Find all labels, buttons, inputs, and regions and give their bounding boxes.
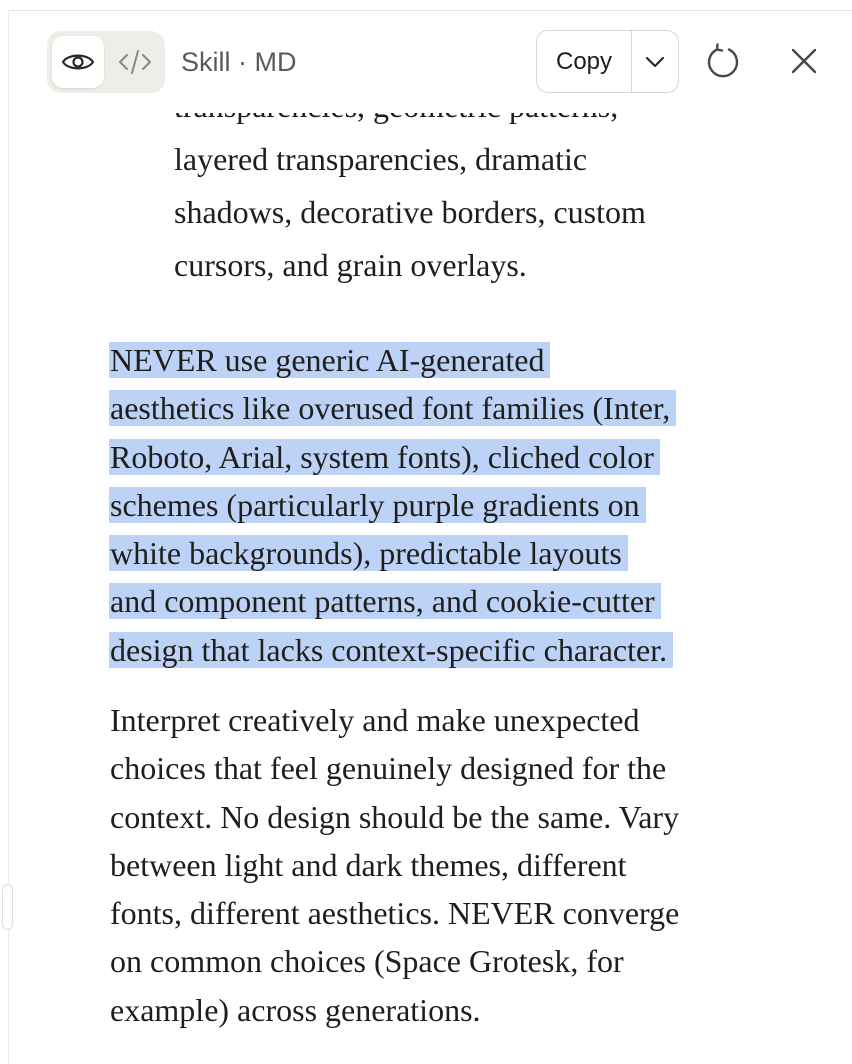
close-icon — [789, 46, 819, 76]
text-line: context. No design should be the same. Vary — [110, 798, 680, 835]
text-line: layered transparencies, dramatic — [174, 141, 588, 177]
text-line — [110, 529, 810, 577]
text-line: on common choices (Space Grotesk, for — [110, 943, 624, 980]
copy-button-group — [536, 30, 679, 93]
selected-text: schemes (particularly purple gradients on — [109, 487, 646, 523]
selected-text: aesthetics like overused font families (Inter, — [109, 390, 676, 426]
text-line — [110, 626, 810, 674]
text-line: between light and dark themes, different — [110, 846, 627, 883]
selected-text: NEVER use generic AI-generated — [109, 342, 550, 378]
text-line — [110, 336, 810, 384]
selected-paragraph — [110, 336, 810, 674]
eye-icon — [61, 50, 95, 74]
copy-options-dropdown[interactable] — [632, 31, 678, 92]
selected-text: Roboto, Arial, system fonts), cliched color — [109, 439, 660, 475]
text-line: choices that feel genuinely designed for the — [110, 750, 667, 787]
text-line: example) across generations. — [110, 991, 481, 1028]
preview-toggle-button[interactable] — [52, 36, 104, 88]
text-line: cursors, and grain overlays. — [174, 247, 527, 283]
chevron-down-icon — [644, 55, 666, 69]
text-line — [110, 481, 810, 529]
text-line — [110, 577, 810, 625]
selected-text: and component patterns, and cookie-cutter — [109, 583, 661, 619]
view-toggle — [47, 31, 165, 93]
paragraph — [110, 696, 810, 1034]
text-line: shadows, decorative borders, custom — [174, 194, 646, 230]
file-title: Skill · MD — [181, 47, 297, 77]
text-line — [110, 433, 810, 481]
code-toggle-button[interactable] — [109, 36, 161, 88]
artifact-header — [12, 11, 852, 113]
close-button[interactable] — [781, 38, 827, 84]
code-icon — [118, 49, 152, 75]
refresh-button[interactable] — [700, 38, 746, 84]
text-line — [110, 384, 810, 432]
text-line: Interpret creatively and make unexpected — [110, 702, 640, 738]
refresh-icon — [705, 43, 741, 79]
copy-button[interactable]: Copy — [537, 31, 632, 92]
text-line: fonts, different aesthetics. NEVER converge — [110, 895, 680, 932]
selected-text: white backgrounds), predictable layouts — [109, 535, 628, 571]
selected-text: design that lacks context-specific character. — [109, 632, 673, 668]
